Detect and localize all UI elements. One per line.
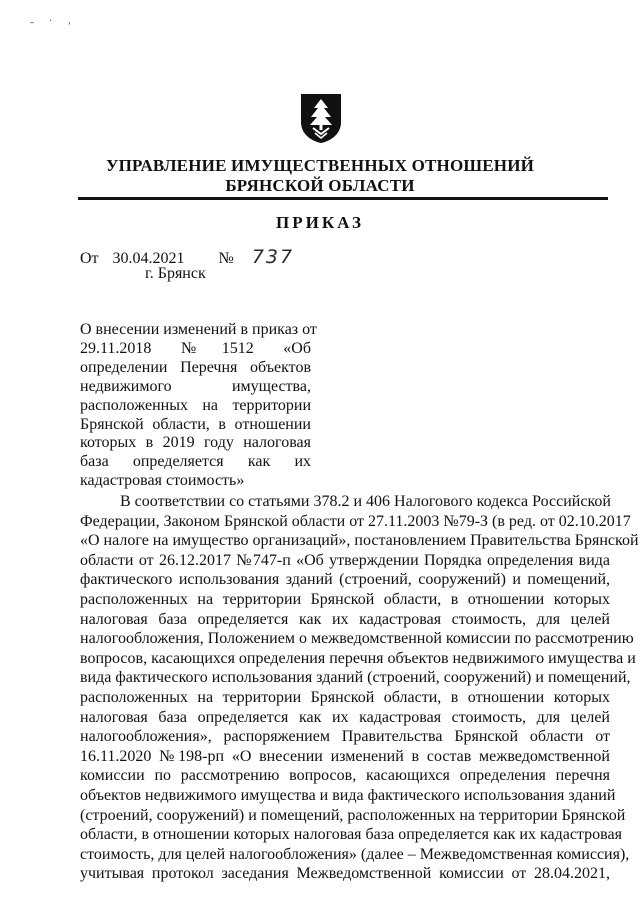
- body-line: 16.11.2020 №198-рп «О внесении изменений в состав межведомственной: [80, 747, 610, 765]
- org-name-line-1: УПРАВЛЕНИЕ ИМУЩЕСТВЕННЫХ ОТНОШЕНИЙ: [105, 156, 535, 175]
- body-line: стоимость, для целей налогообложения» (далее – Межведомственная комиссия),: [80, 845, 630, 863]
- subject-line: кадастровая стоимость»: [80, 472, 245, 490]
- number-sign: №: [218, 250, 234, 267]
- body-line: (строений, сооружений) и помещений, расположенных на территории Брянской: [80, 806, 626, 824]
- order-date: 30.04.2021: [112, 250, 185, 267]
- body-line: вопросов, касающихся определения перечня объектов недвижимого имущества и: [80, 649, 636, 667]
- order-body: [80, 492, 639, 884]
- body-line: учитывая протокол заседания Межведомственной комиссии от 28.04.2021,: [80, 865, 610, 883]
- body-line: области от 26.12.2017 №747-п «Об утверждении Порядка определения вида: [80, 551, 610, 569]
- header-divider: [78, 197, 608, 200]
- subject-line: О внесении изменений в приказ от: [80, 321, 317, 338]
- body-line: вида фактического использования зданий (строений, сооружений) и помещений,: [80, 669, 631, 687]
- order-subject: [80, 321, 317, 491]
- body-line: расположенных на территории Брянской области, в отношении которых: [80, 590, 610, 608]
- body-line: налогообложения, Положением о межведомственной комиссии по рассмотрению: [80, 630, 634, 648]
- body-line: В соответствии со статьями 378.2 и 406 Налогового кодекса Российской: [120, 493, 611, 510]
- body-line: налоговая база определяется как их кадастровая стоимость, для целей: [80, 708, 610, 726]
- subject-line: определении Перечня объектов: [80, 358, 311, 376]
- subject-line: которых в 2019 году налоговая: [80, 434, 311, 452]
- org-name-line-2: БРЯНСКОЙ ОБЛАСТИ: [225, 176, 415, 195]
- body-line: налогообложения», распоряжением Правительства Брянской области от: [80, 728, 610, 746]
- subject-line: недвижимого имущества,: [80, 377, 311, 395]
- city: г. Брянск: [145, 265, 206, 282]
- subject-line: расположенных на территории: [80, 396, 311, 414]
- subject-line: Брянской области, в отношении: [80, 415, 311, 433]
- scan-marks: ˗ ˑ ˒: [30, 14, 78, 28]
- body-line: объектов недвижимого имущества и вида фактического использования зданий: [80, 786, 616, 804]
- date-prefix: От: [80, 250, 99, 267]
- body-line: комиссии по рассмотрению вопросов, касающихся определения перечня: [80, 767, 610, 785]
- body-line: фактического использования зданий (строений, сооружений) и помещений,: [80, 571, 610, 589]
- body-line: налоговая база определяется как их кадастровая стоимость, для целей: [80, 610, 610, 628]
- order-number-handwritten: 737: [251, 246, 295, 268]
- subject-line: 29.11.2018 №1512 «Об: [80, 339, 311, 357]
- document-type-title: ПРИКАЗ: [276, 213, 364, 232]
- body-line: Федерации, Законом Брянской области от 27.11.2003 №79-З (в ред. от 02.10.2017: [80, 512, 631, 530]
- body-line: области, в отношении которых налоговая база определяется как их кадастровая: [80, 826, 622, 844]
- subject-line: база определяется как их: [80, 453, 311, 471]
- organization-name: [0, 156, 640, 196]
- body-line: расположенных на территории Брянской области, в отношении которых: [80, 688, 610, 706]
- body-line: «О налоге на имущество организаций», постановлением Правительства Брянской: [80, 532, 639, 550]
- bryansk-coat-of-arms-icon: [299, 92, 343, 144]
